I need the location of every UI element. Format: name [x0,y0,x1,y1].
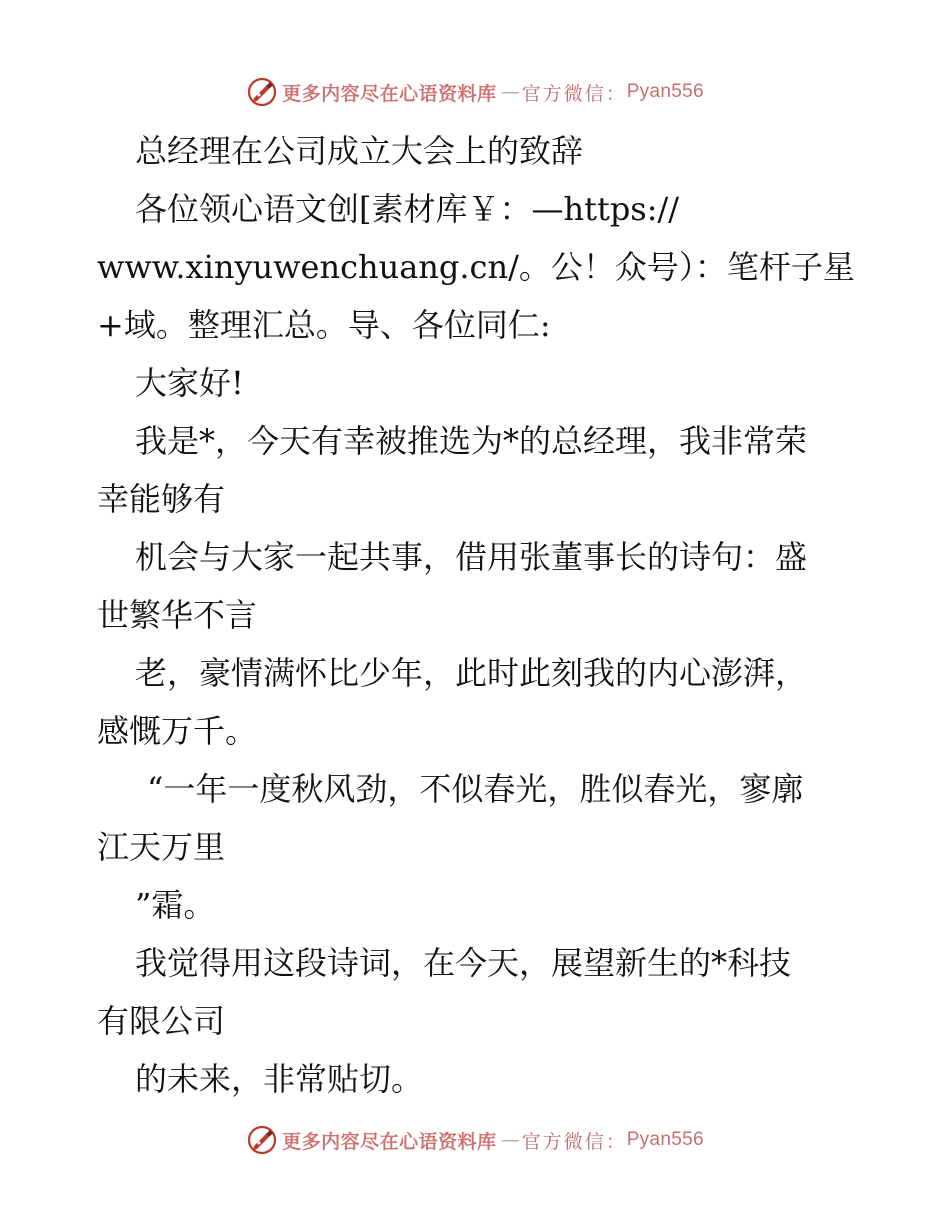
banner-main-text: 更多内容尽在心语资料库 [282,1130,497,1153]
pen-logo-icon [246,1124,278,1156]
paragraph-line: 老，豪情满怀比少年，此时此刻我的内心澎湃， [135,654,808,692]
paragraph-line: 大家好! [135,364,244,402]
header-banner [0,72,950,112]
pen-logo-icon [246,76,278,108]
paragraph-line: 机会与大家一起共事，借用张董事长的诗句：盛 [135,538,808,576]
banner-account-id: Pyan556 [626,81,704,102]
paragraph-line: 感慨万千。 [97,712,258,750]
paragraph-line: 我是*，今天有幸被推选为*的总经理，我非常荣 [135,422,808,460]
banner-account-id: Pyan556 [626,1129,704,1150]
banner-main-text: 更多内容尽在心语资料库 [282,82,497,105]
banner-sub-text: 官方微信： [521,1130,627,1153]
paragraph-line: 有限公司 [97,1002,226,1040]
document-title: 总经理在公司成立大会上的致辞 [135,132,584,170]
paragraph-line: +域。整理汇总。导、各位同仁: [97,306,551,344]
paragraph-line: 江天万里 [97,828,226,866]
paragraph-line: 各位领心语文创[素材库￥：—https:// [135,190,680,228]
paragraph-line: “一年一度秋风劲，不似春光，胜似春光，寥廓 [147,770,804,808]
document-body [97,122,857,1108]
paragraph-line: 世繁华不言 [97,596,258,634]
banner-separator: — [500,81,518,103]
banner-sub-text: 官方微信： [521,82,627,105]
paragraph-line: 我觉得用这段诗词，在今天，展望新生的*科技 [135,944,792,982]
paragraph-line: ”霜。 [135,886,216,924]
paragraph-line: 的未来，非常贴切。 [135,1060,424,1098]
banner-separator: — [500,1129,518,1151]
footer-banner [0,1120,950,1160]
paragraph-line: www.xinyuwenchuang.cn/。公！众号）：笔杆子星 [97,248,855,286]
paragraph-line: 幸能够有 [97,480,226,518]
